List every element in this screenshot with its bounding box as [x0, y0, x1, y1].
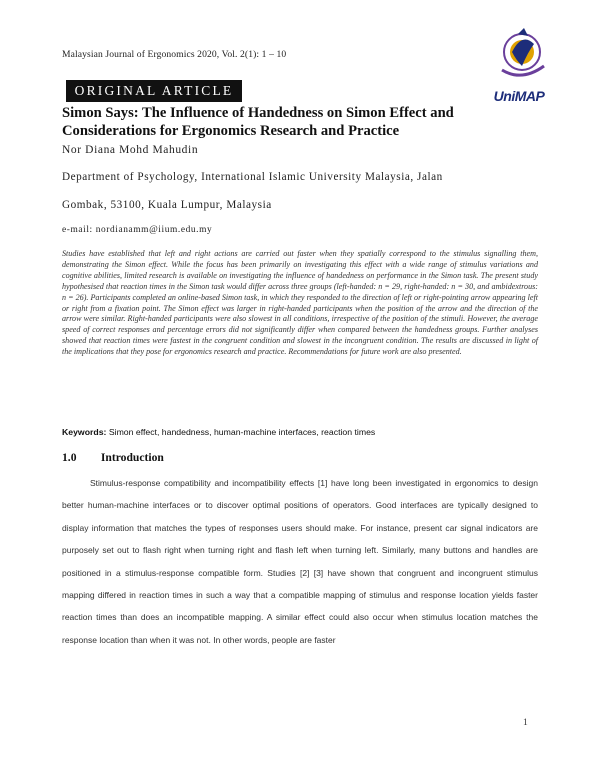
logo-wordmark: UniMAP	[493, 88, 545, 104]
abstract: Studies have established that left and right actions are carried out faster when they spatially correspond to the stimulus signalling them, demonstrating the Simon effect. While the focus has been primarily on investigating this effect with a wide range of stimulus variations and cognitive abilities, limited research is available on investigating the influence of handedness on performance in the Simon task. The present study hypothesised that reaction times in the Simon task would differ across three groups (left-handed: n = 29, right-handed: n = 30, and ambidextrous: n = 26). Participants completed an online-based Simon task, in which they responded to the direction of left or right-pointing arrow appearing left or right from a fixation point. The Simon effect was larger in right-handed participants when the position of the arrow and the direction of the arrow were similar. Right-handed participants were also slowest in all conditions, irrespective of the position of the stimuli. However, the average speed of correct responses and percentage errors did not significantly differ when compared between the handedness groups. Further analyses showed that reaction times were fastest in the congruent condition and slowest in the incongruent condition. The results are discussed in light of the implications that they pose for ergonomics research and practice. Recommendations for future work are also presented.	[62, 249, 538, 357]
affiliation-line-1: Department of Psychology, International Islamic University Malaysia, Jalan	[62, 171, 443, 183]
section-number: 1.0	[62, 451, 77, 464]
journal-citation: Malaysian Journal of Ergonomics 2020, Vol. 2(1): 1 – 10	[62, 49, 287, 60]
logo-emblem-icon	[488, 22, 550, 92]
unimap-logo	[488, 22, 550, 106]
keywords-label: Keywords:	[62, 427, 107, 437]
author-email: e-mail: nordianamm@iium.edu.my	[62, 225, 213, 235]
introduction-body	[62, 472, 538, 651]
affiliation-line-2: Gombak, 53100, Kuala Lumpur, Malaysia	[62, 199, 272, 211]
author-name: Nor Diana Mohd Mahudin	[62, 144, 199, 156]
body-paragraph: Stimulus-response compatibility and incompatibility effects [1] have long been investigated in ergonomics to design better human-machine interfaces or to discover optimal positions of operators. Good interfaces are typically designed to display information that matches the types of responses users should make. For instance, present car signal indicators are purposely set out to flash right when turning right and flash left when turning left. Similarly, many buttons and handles are positioned in a stimulus-response compatible form. Studies [2] [3] have shown that congruent and incongruent stimulus mapping differed in reaction times in such a way that a compatible mapping of stimulus and response location yields faster reaction times than does an incompatible mapping. A similar effect could also occur when stimulus location matches the response location than when it was not. In other words, people are faster	[62, 478, 538, 645]
section-heading	[62, 451, 164, 464]
keywords-list: Simon effect, handedness, human-machine interfaces, reaction times	[108, 427, 376, 437]
article-type-banner: ORIGINAL ARTICLE	[66, 80, 242, 102]
page-number: 1	[523, 718, 528, 728]
keywords	[62, 427, 375, 437]
section-title: Introduction	[100, 451, 164, 464]
article-title: Simon Says: The Influence of Handedness on Simon Effect and Considerations for Ergonomics Research and Practice	[62, 105, 454, 139]
